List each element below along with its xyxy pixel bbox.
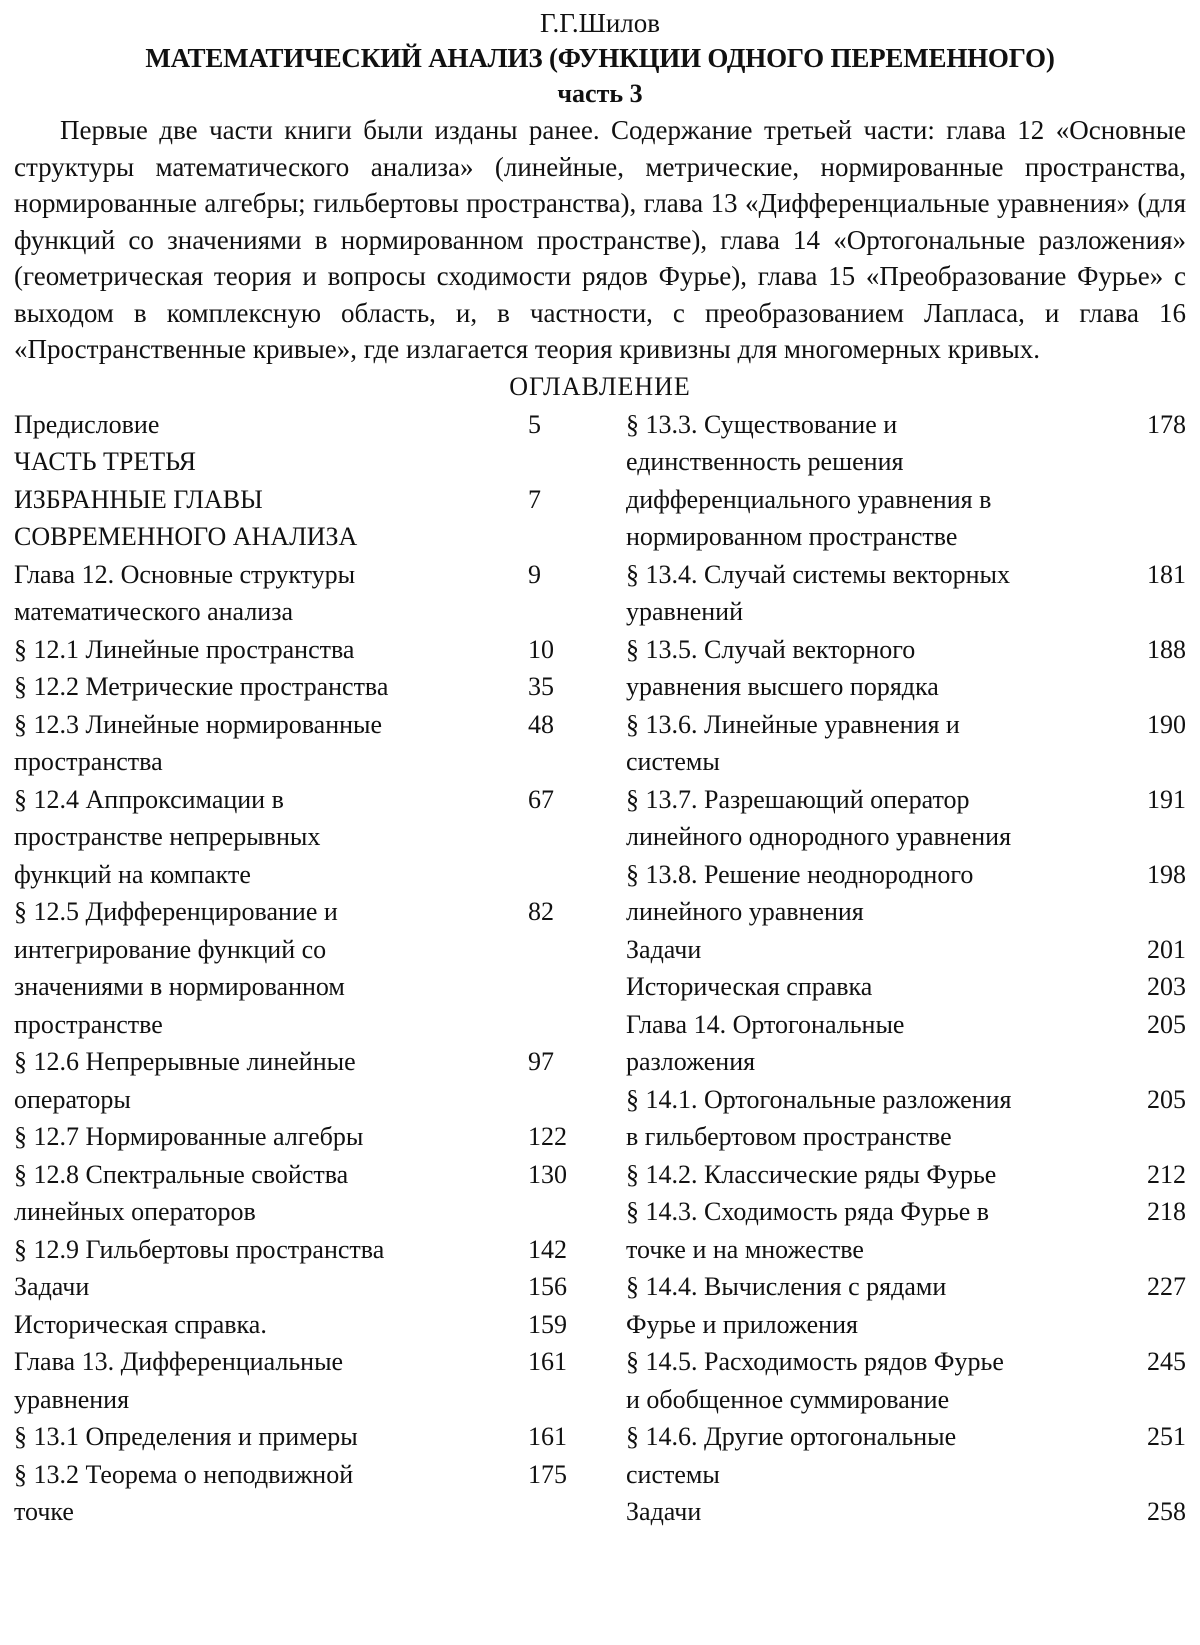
author-name: Г.Г.Шилов bbox=[539, 8, 661, 38]
toc-entry-title bbox=[626, 1193, 1118, 1268]
toc-entry-line: пространстве непрерывных bbox=[14, 822, 321, 851]
toc-entry-line: интегрирование функций со bbox=[14, 934, 327, 964]
toc-entry bbox=[626, 1006, 1186, 1081]
toc-entry-line: § 14.1. Ортогональные разложения bbox=[626, 1084, 1012, 1114]
toc-entry bbox=[14, 1343, 586, 1418]
toc-entry-page: 203 bbox=[1147, 972, 1186, 1001]
toc-entry-title bbox=[14, 706, 520, 781]
toc-entry-title bbox=[626, 781, 1118, 856]
toc-entry-title bbox=[626, 706, 1118, 781]
toc-entry bbox=[14, 1043, 586, 1118]
toc-entry-page: 198 bbox=[1147, 859, 1186, 889]
toc-entry-page: 130 bbox=[528, 1159, 567, 1189]
toc-entry bbox=[626, 931, 1186, 969]
toc-entry-title bbox=[14, 406, 520, 444]
toc-entry-line: § 12.1 Линейные пространства bbox=[14, 634, 355, 664]
toc-entry-line: ЧАСТЬ ТРЕТЬЯ bbox=[14, 447, 197, 476]
toc-entry-title bbox=[14, 443, 520, 481]
toc-entry-page: 251 bbox=[1147, 1422, 1186, 1451]
toc-entry-line: пространстве bbox=[14, 1009, 163, 1039]
toc-entry-line: § 12.6 Непрерывные линейные bbox=[14, 1047, 356, 1076]
toc-entry-line: Задачи bbox=[626, 934, 702, 964]
toc-entry-line: Глава 14. Ортогональные bbox=[626, 1009, 905, 1039]
toc-entry-line: СОВРЕМЕННОГО АНАЛИЗА bbox=[14, 522, 358, 551]
toc-entry bbox=[626, 1156, 1186, 1194]
toc-entry-line: § 12.9 Гильбертовы пространства bbox=[14, 1234, 385, 1264]
toc-entry-title bbox=[626, 631, 1118, 706]
toc-entry-title bbox=[626, 931, 1118, 969]
toc-entry-page: 9 bbox=[528, 559, 541, 589]
toc-entry-line: Задачи bbox=[626, 1497, 702, 1526]
toc-entry-title bbox=[14, 1268, 520, 1306]
toc-entry-page: 67 bbox=[528, 784, 554, 814]
toc-entry-line: Историческая справка bbox=[626, 972, 873, 1001]
toc-entry bbox=[14, 1156, 586, 1231]
toc-entry bbox=[626, 856, 1186, 931]
toc-entry-page: 7 bbox=[528, 484, 541, 514]
toc-entry bbox=[626, 1081, 1186, 1156]
toc-entry-title bbox=[626, 1343, 1118, 1418]
toc-entry bbox=[626, 631, 1186, 706]
toc-entry-line: в гильбертовом пространстве bbox=[626, 1122, 952, 1151]
toc-entry-page: 181 bbox=[1147, 559, 1186, 589]
part-label: часть 3 bbox=[557, 79, 643, 108]
toc-entry-line: линейного уравнения bbox=[626, 897, 864, 926]
toc-entry-title bbox=[14, 631, 520, 669]
toc-entry-line: точке и на множестве bbox=[626, 1234, 864, 1264]
toc-entry-line: уравнения высшего порядка bbox=[626, 672, 939, 701]
toc-entry-page: 161 bbox=[528, 1347, 567, 1376]
toc-entry bbox=[14, 706, 586, 781]
toc-heading: ОГЛАВЛЕНИЕ bbox=[509, 371, 691, 401]
toc-entry bbox=[14, 893, 586, 1043]
toc-entry-line: Глава 12. Основные структуры bbox=[14, 559, 356, 589]
toc-entry-title bbox=[14, 1456, 520, 1531]
toc-entry bbox=[626, 706, 1186, 781]
toc-entry-line: § 14.3. Сходимость ряда Фурье в bbox=[626, 1197, 990, 1226]
toc-right-column bbox=[626, 406, 1186, 1531]
toc-entry-line: точке bbox=[14, 1497, 74, 1526]
toc-entry-line: § 12.2 Метрические пространства bbox=[14, 672, 389, 701]
toc-entry bbox=[14, 1231, 586, 1269]
toc-entry-line: системы bbox=[626, 747, 720, 776]
toc-entry-title bbox=[626, 1493, 1118, 1531]
toc-entry bbox=[14, 668, 586, 706]
toc-entry-line: § 14.2. Классические ряды Фурье bbox=[626, 1159, 997, 1189]
toc-entry-line: Глава 13. Дифференциальные bbox=[14, 1347, 344, 1376]
toc-entry-page: 201 bbox=[1147, 934, 1186, 964]
toc-entry bbox=[14, 556, 586, 631]
toc-entry-line: системы bbox=[626, 1459, 720, 1489]
toc-entry-page: 227 bbox=[1147, 1272, 1186, 1301]
toc-entry-line: § 12.3 Линейные нормированные bbox=[14, 709, 383, 739]
toc-entry-line: уравнения bbox=[14, 1384, 130, 1414]
toc-entry-title bbox=[14, 1118, 520, 1156]
toc-entry-line: Задачи bbox=[14, 1272, 90, 1301]
toc-entry-title bbox=[626, 1006, 1118, 1081]
toc-entry-page: 178 bbox=[1147, 409, 1186, 439]
toc-entry-title bbox=[626, 968, 1118, 1006]
toc-entry-line: математического анализа bbox=[14, 597, 294, 626]
toc-entry-title bbox=[626, 1268, 1118, 1343]
toc-entry bbox=[14, 781, 586, 894]
toc-entry bbox=[626, 781, 1186, 856]
toc-entry-line: § 12.5 Дифференцирование и bbox=[14, 897, 338, 926]
toc-entry-line: § 13.1 Определения и примеры bbox=[14, 1422, 358, 1451]
toc-entry-line: единственность решения bbox=[626, 447, 904, 476]
toc-entry-page: 218 bbox=[1147, 1197, 1186, 1226]
toc-entry-title bbox=[14, 893, 520, 1043]
toc-entry-line: и обобщенное суммирование bbox=[626, 1384, 950, 1414]
toc-entry bbox=[14, 1456, 586, 1531]
toc-entry-page: 245 bbox=[1147, 1347, 1186, 1376]
toc-entry-line: § 12.7 Нормированные алгебры bbox=[14, 1122, 364, 1151]
toc-entry-line: уравнений bbox=[626, 597, 744, 626]
toc-entry-title bbox=[14, 1043, 520, 1118]
table-of-contents bbox=[14, 406, 1186, 1531]
toc-entry-title bbox=[14, 668, 520, 706]
book-title: МАТЕМАТИЧЕСКИЙ АНАЛИЗ (ФУНКЦИИ ОДНОГО ПЕРЕМЕННОГО) bbox=[145, 43, 1055, 73]
toc-entry bbox=[14, 631, 586, 669]
toc-entry-page: 10 bbox=[528, 634, 554, 664]
toc-entry-page: 48 bbox=[528, 709, 554, 739]
toc-entry bbox=[626, 1193, 1186, 1268]
toc-entry bbox=[626, 968, 1186, 1006]
toc-entry-page: 188 bbox=[1147, 634, 1186, 664]
toc-entry-page: 205 bbox=[1147, 1084, 1186, 1114]
toc-entry-page: 97 bbox=[528, 1047, 554, 1076]
toc-entry-title bbox=[14, 1306, 520, 1344]
toc-entry-line: ИЗБРАННЫЕ ГЛАВЫ bbox=[14, 484, 263, 514]
toc-entry-line: дифференциального уравнения в bbox=[626, 484, 992, 514]
toc-entry-line: § 13.2 Теорема о неподвижной bbox=[14, 1459, 354, 1489]
toc-entry-page: 212 bbox=[1147, 1159, 1186, 1189]
toc-entry-line: § 13.7. Разрешающий оператор bbox=[626, 784, 970, 814]
toc-entry-title bbox=[14, 1418, 520, 1456]
toc-left-column bbox=[14, 406, 586, 1531]
toc-entry-page: 156 bbox=[528, 1272, 567, 1301]
toc-entry bbox=[14, 1118, 586, 1156]
toc-entry bbox=[626, 406, 1186, 556]
toc-entry-title bbox=[14, 781, 520, 894]
toc-entry-title bbox=[14, 556, 520, 631]
toc-entry-title bbox=[14, 1156, 520, 1231]
toc-entry bbox=[14, 1418, 586, 1456]
toc-entry bbox=[14, 481, 586, 556]
toc-entry bbox=[626, 1268, 1186, 1343]
abstract-paragraph: Первые две части книги были изданы ранее. Содержание третьей части: глава 12 «Основные структуры математического анализа» (линейные, метрические, нормированные пространства, нормированные алгебры; гильбертовы пространства), глава 13 «Дифференциальные уравнения» (для функций со значениями в нормированном пространстве), глава 14 «Ортогональные разложения» (геометрическая теория и вопросы сходимости рядов Фурье), глава 15 «Преобразование Фурье» с выходом в комплексную область, и, в частности, с преобразованием Лапласа, и глава 16 «Пространственные кривые», где излагается теория кривизны для многомерных кривых. bbox=[14, 115, 1186, 364]
toc-entry-title bbox=[626, 1081, 1118, 1156]
toc-entry bbox=[14, 1306, 586, 1344]
toc-entry-line: значениями в нормированном bbox=[14, 972, 345, 1001]
toc-entry-line: функций на компакте bbox=[14, 859, 251, 889]
toc-entry-page: 161 bbox=[528, 1422, 567, 1451]
toc-entry-page: 35 bbox=[528, 672, 554, 701]
toc-entry bbox=[14, 443, 586, 481]
toc-entry bbox=[14, 406, 586, 444]
toc-entry-title bbox=[626, 556, 1118, 631]
toc-entry-line: разложения bbox=[626, 1047, 756, 1076]
toc-entry-page: 142 bbox=[528, 1234, 567, 1264]
toc-entry-line: § 12.4 Аппроксимации в bbox=[14, 784, 284, 814]
toc-entry-title bbox=[14, 1343, 520, 1418]
toc-entry-title bbox=[626, 1156, 1118, 1194]
toc-entry-page: 205 bbox=[1147, 1009, 1186, 1039]
toc-entry-line: § 12.8 Спектральные свойства bbox=[14, 1159, 349, 1189]
toc-entry-page: 159 bbox=[528, 1309, 567, 1339]
toc-entry bbox=[626, 1493, 1186, 1531]
toc-entry-line: § 13.3. Существование и bbox=[626, 409, 898, 439]
toc-entry bbox=[626, 556, 1186, 631]
toc-entry bbox=[626, 1418, 1186, 1493]
toc-entry-title bbox=[626, 1418, 1118, 1493]
toc-entry-line: Историческая справка. bbox=[14, 1309, 267, 1339]
toc-entry-line: операторы bbox=[14, 1084, 131, 1114]
toc-entry-line: пространства bbox=[14, 747, 163, 776]
toc-entry-line: Фурье и приложения bbox=[626, 1309, 858, 1339]
toc-entry-line: § 13.6. Линейные уравнения и bbox=[626, 709, 960, 739]
toc-entry-line: § 14.4. Вычисления с рядами bbox=[626, 1272, 947, 1301]
toc-entry-line: § 13.8. Решение неоднородного bbox=[626, 859, 974, 889]
toc-entry bbox=[626, 1343, 1186, 1418]
toc-entry-page: 258 bbox=[1147, 1497, 1186, 1526]
toc-entry-page: 122 bbox=[528, 1122, 567, 1151]
toc-entry-line: § 13.5. Случай векторного bbox=[626, 634, 916, 664]
toc-entry-page: 175 bbox=[528, 1459, 567, 1489]
toc-entry-line: § 13.4. Случай системы векторных bbox=[626, 559, 1011, 589]
toc-entry-title bbox=[626, 856, 1118, 931]
toc-entry-page: 191 bbox=[1147, 784, 1186, 814]
toc-entry-page: 82 bbox=[528, 897, 554, 926]
toc-entry-page: 5 bbox=[528, 409, 541, 439]
toc-entry-line: § 14.5. Расходимость рядов Фурье bbox=[626, 1347, 1004, 1376]
toc-entry-line: нормированном пространстве bbox=[626, 522, 958, 551]
toc-entry-line: Предисловие bbox=[14, 409, 160, 439]
toc-entry-title bbox=[626, 406, 1118, 556]
toc-entry-page: 190 bbox=[1147, 709, 1186, 739]
toc-entry-title bbox=[14, 1231, 520, 1269]
toc-entry-line: линейного однородного уравнения bbox=[626, 822, 1012, 851]
toc-entry-line: § 14.6. Другие ортогональные bbox=[626, 1422, 957, 1451]
toc-entry-line: линейных операторов bbox=[14, 1197, 256, 1226]
toc-entry bbox=[14, 1268, 586, 1306]
toc-entry-title bbox=[14, 481, 520, 556]
